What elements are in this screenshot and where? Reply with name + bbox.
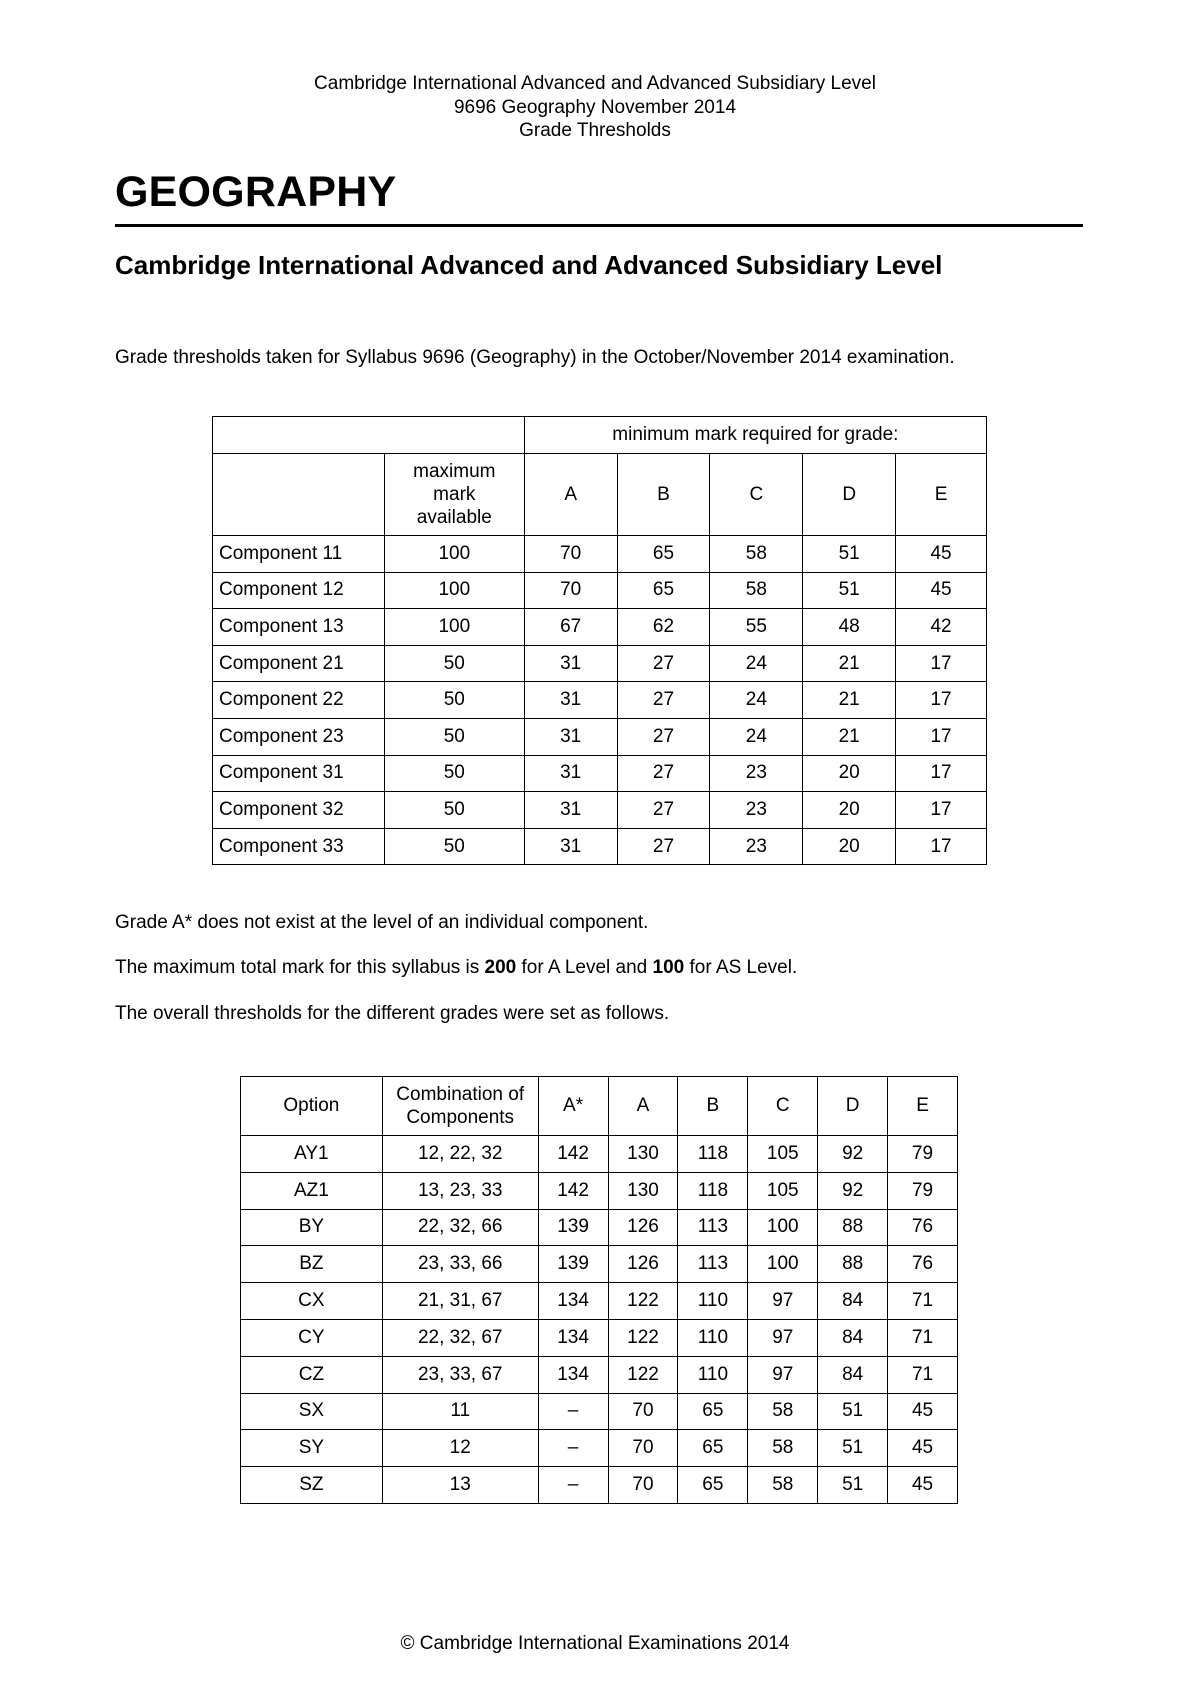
threshold-cell: 134 — [538, 1283, 608, 1320]
threshold-cell: 88 — [818, 1209, 888, 1246]
table-row — [241, 1467, 958, 1504]
threshold-cell: – — [538, 1430, 608, 1467]
threshold-cell: 105 — [748, 1136, 818, 1173]
astar-note: Grade A* does not exist at the level of an individual component. — [115, 912, 649, 933]
combination-cell: 22, 32, 66 — [382, 1209, 538, 1246]
combination-cell: 23, 33, 66 — [382, 1246, 538, 1283]
header-line-2: 9696 Geography November 2014 — [453, 96, 737, 118]
threshold-cell: 51 — [803, 536, 896, 573]
threshold-cell: 110 — [678, 1283, 748, 1320]
threshold-cell: 92 — [818, 1172, 888, 1209]
threshold-cell: 70 — [608, 1430, 678, 1467]
threshold-cell: 84 — [818, 1356, 888, 1393]
threshold-cell: 76 — [888, 1246, 958, 1283]
threshold-cell: 122 — [608, 1283, 678, 1320]
threshold-cell: 45 — [888, 1467, 958, 1504]
overall-thresholds-table — [240, 1076, 958, 1504]
threshold-cell: 79 — [888, 1172, 958, 1209]
threshold-cell: 139 — [538, 1246, 608, 1283]
threshold-cell: 17 — [896, 792, 987, 829]
grade-group-header: minimum mark required for grade: — [524, 417, 986, 454]
table-row — [241, 1246, 958, 1283]
option-cell: CZ — [241, 1356, 383, 1393]
table-row — [241, 1430, 958, 1467]
grade-header: E — [896, 454, 987, 536]
threshold-cell: 97 — [748, 1283, 818, 1320]
threshold-cell: 65 — [617, 536, 710, 573]
threshold-cell: – — [538, 1467, 608, 1504]
threshold-cell: 71 — [888, 1283, 958, 1320]
threshold-cell: 27 — [617, 828, 710, 865]
threshold-cell: 134 — [538, 1356, 608, 1393]
header-line-3: Grade Thresholds — [519, 120, 671, 141]
blank-header-cell — [213, 417, 525, 454]
table-row — [241, 1356, 958, 1393]
threshold-cell: 48 — [803, 609, 896, 646]
threshold-cell: 100 — [748, 1209, 818, 1246]
threshold-cell: 17 — [896, 755, 987, 792]
max-mark-header — [384, 454, 524, 536]
table-row — [213, 572, 987, 609]
threshold-cell: 17 — [896, 718, 987, 755]
threshold-cell: 113 — [678, 1209, 748, 1246]
threshold-cell: 31 — [524, 828, 617, 865]
threshold-cell: 118 — [678, 1172, 748, 1209]
component-name: Component 21 — [213, 645, 385, 682]
threshold-cell: 76 — [888, 1209, 958, 1246]
threshold-cell: 51 — [818, 1393, 888, 1430]
threshold-cell: 45 — [896, 572, 987, 609]
threshold-cell: 51 — [818, 1467, 888, 1504]
option-header: Option — [241, 1077, 383, 1136]
note-text: for A Level and — [516, 957, 653, 978]
threshold-cell: 45 — [896, 536, 987, 573]
max-total-note — [115, 956, 797, 980]
combination-cell: 22, 32, 67 — [382, 1319, 538, 1356]
threshold-cell: 58 — [748, 1430, 818, 1467]
threshold-cell: 51 — [818, 1430, 888, 1467]
threshold-cell: 45 — [888, 1393, 958, 1430]
table-row — [241, 1172, 958, 1209]
option-cell: SZ — [241, 1467, 383, 1504]
option-cell: CY — [241, 1319, 383, 1356]
table-row — [241, 1283, 958, 1320]
threshold-cell: 24 — [710, 682, 803, 719]
table-header-row — [241, 1077, 958, 1136]
threshold-cell: 100 — [748, 1246, 818, 1283]
threshold-cell: 31 — [524, 755, 617, 792]
table-row — [213, 682, 987, 719]
option-cell: AZ1 — [241, 1172, 383, 1209]
threshold-cell: 97 — [748, 1356, 818, 1393]
header-text: Combination of — [396, 1084, 525, 1105]
grade-header: C — [748, 1077, 818, 1136]
threshold-cell: 88 — [818, 1246, 888, 1283]
combination-cell: 12, 22, 32 — [382, 1136, 538, 1173]
threshold-cell: 65 — [678, 1393, 748, 1430]
threshold-cell: 58 — [748, 1467, 818, 1504]
max-mark-cell: 100 — [384, 536, 524, 573]
table-row — [241, 1393, 958, 1430]
combination-cell: 21, 31, 67 — [382, 1283, 538, 1320]
threshold-cell: 118 — [678, 1136, 748, 1173]
table-row — [241, 1319, 958, 1356]
grade-header: C — [710, 454, 803, 536]
threshold-cell: 27 — [617, 645, 710, 682]
threshold-cell: 142 — [538, 1136, 608, 1173]
table-row — [213, 755, 987, 792]
threshold-cell: 65 — [678, 1430, 748, 1467]
threshold-cell: 126 — [608, 1246, 678, 1283]
header-text: mark — [433, 484, 476, 505]
threshold-cell: 23 — [710, 828, 803, 865]
threshold-cell: 70 — [524, 536, 617, 573]
threshold-cell: 110 — [678, 1356, 748, 1393]
grade-header: D — [803, 454, 896, 536]
threshold-cell: – — [538, 1393, 608, 1430]
grade-header: D — [818, 1077, 888, 1136]
threshold-cell: 23 — [710, 755, 803, 792]
threshold-cell: 24 — [710, 718, 803, 755]
threshold-cell: 21 — [803, 718, 896, 755]
threshold-cell: 58 — [710, 536, 803, 573]
grade-header: B — [617, 454, 710, 536]
threshold-cell: 23 — [710, 792, 803, 829]
threshold-cell: 27 — [617, 682, 710, 719]
threshold-cell: 27 — [617, 792, 710, 829]
qualification-heading: Cambridge International Advanced and Advanced Subsidiary Level — [115, 250, 943, 280]
threshold-cell: 31 — [524, 682, 617, 719]
combination-cell: 12 — [382, 1430, 538, 1467]
header-text: maximum — [413, 461, 496, 482]
table-row — [213, 718, 987, 755]
threshold-cell: 21 — [803, 682, 896, 719]
option-cell: SY — [241, 1430, 383, 1467]
table-row — [213, 828, 987, 865]
threshold-cell: 42 — [896, 609, 987, 646]
max-mark-cell: 50 — [384, 755, 524, 792]
threshold-cell: 31 — [524, 718, 617, 755]
threshold-cell: 84 — [818, 1283, 888, 1320]
threshold-cell: 142 — [538, 1172, 608, 1209]
threshold-cell: 130 — [608, 1172, 678, 1209]
threshold-cell: 31 — [524, 645, 617, 682]
threshold-cell: 134 — [538, 1319, 608, 1356]
threshold-cell: 65 — [678, 1467, 748, 1504]
threshold-cell: 55 — [710, 609, 803, 646]
threshold-cell: 126 — [608, 1209, 678, 1246]
threshold-cell: 17 — [896, 682, 987, 719]
threshold-cell: 31 — [524, 792, 617, 829]
threshold-cell: 122 — [608, 1356, 678, 1393]
threshold-cell: 51 — [803, 572, 896, 609]
option-cell: SX — [241, 1393, 383, 1430]
grade-header: B — [678, 1077, 748, 1136]
threshold-cell: 97 — [748, 1319, 818, 1356]
subject-title: GEOGRAPHY — [115, 168, 397, 216]
grade-header: A* — [538, 1077, 608, 1136]
table-header-row — [213, 417, 987, 454]
threshold-cell: 110 — [678, 1319, 748, 1356]
max-mark-cell: 100 — [384, 609, 524, 646]
threshold-cell: 62 — [617, 609, 710, 646]
threshold-cell: 70 — [608, 1467, 678, 1504]
table-row — [241, 1209, 958, 1246]
max-mark-cell: 100 — [384, 572, 524, 609]
component-name: Component 32 — [213, 792, 385, 829]
grade-header: E — [888, 1077, 958, 1136]
threshold-cell: 27 — [617, 718, 710, 755]
threshold-cell: 130 — [608, 1136, 678, 1173]
threshold-cell: 17 — [896, 645, 987, 682]
component-name: Component 11 — [213, 536, 385, 573]
threshold-cell: 139 — [538, 1209, 608, 1246]
threshold-cell: 58 — [748, 1393, 818, 1430]
threshold-cell: 17 — [896, 828, 987, 865]
max-mark-cell: 50 — [384, 718, 524, 755]
component-name: Component 23 — [213, 718, 385, 755]
max-mark-cell: 50 — [384, 682, 524, 719]
combination-cell: 13 — [382, 1467, 538, 1504]
component-name: Component 31 — [213, 755, 385, 792]
component-thresholds-table — [212, 416, 987, 865]
option-cell: CX — [241, 1283, 383, 1320]
threshold-cell: 122 — [608, 1319, 678, 1356]
threshold-cell: 92 — [818, 1136, 888, 1173]
threshold-cell: 65 — [617, 572, 710, 609]
combination-cell: 11 — [382, 1393, 538, 1430]
option-cell: BZ — [241, 1246, 383, 1283]
threshold-cell: 105 — [748, 1172, 818, 1209]
option-cell: AY1 — [241, 1136, 383, 1173]
table-row — [213, 609, 987, 646]
threshold-cell: 20 — [803, 792, 896, 829]
header-line-1: Cambridge International Advanced and Advanced Subsidiary Level — [314, 73, 876, 94]
note-text: for AS Level. — [684, 957, 798, 978]
threshold-cell: 45 — [888, 1430, 958, 1467]
option-cell: BY — [241, 1209, 383, 1246]
threshold-cell: 84 — [818, 1319, 888, 1356]
threshold-cell: 27 — [617, 755, 710, 792]
threshold-cell: 71 — [888, 1356, 958, 1393]
header-text: Components — [406, 1107, 515, 1128]
combination-cell: 23, 33, 67 — [382, 1356, 538, 1393]
intro-text: Grade thresholds taken for Syllabus 9696 (Geography) in the October/November 2014 examination. — [115, 347, 955, 368]
threshold-cell: 24 — [710, 645, 803, 682]
threshold-cell: 67 — [524, 609, 617, 646]
threshold-cell: 20 — [803, 828, 896, 865]
combination-header — [382, 1077, 538, 1136]
threshold-cell: 58 — [710, 572, 803, 609]
threshold-cell: 113 — [678, 1246, 748, 1283]
table-row — [213, 536, 987, 573]
table-header-row — [213, 454, 987, 536]
component-name: Component 22 — [213, 682, 385, 719]
grade-header: A — [524, 454, 617, 536]
threshold-cell: 70 — [608, 1393, 678, 1430]
component-name: Component 13 — [213, 609, 385, 646]
table-row — [213, 645, 987, 682]
a-level-total: 200 — [484, 957, 517, 978]
max-mark-cell: 50 — [384, 828, 524, 865]
header-text: available — [416, 507, 492, 528]
note-text: The maximum total mark for this syllabus is — [115, 957, 485, 978]
table-row — [213, 792, 987, 829]
table-row — [241, 1136, 958, 1173]
max-mark-cell: 50 — [384, 645, 524, 682]
component-name: Component 33 — [213, 828, 385, 865]
combination-cell: 13, 23, 33 — [382, 1172, 538, 1209]
threshold-cell: 71 — [888, 1319, 958, 1356]
grade-header: A — [608, 1077, 678, 1136]
copyright-footer: © Cambridge International Examinations 2014 — [400, 1633, 790, 1654]
max-mark-cell: 50 — [384, 792, 524, 829]
overall-note: The overall thresholds for the different grades were set as follows. — [115, 1003, 670, 1024]
threshold-cell: 20 — [803, 755, 896, 792]
component-name: Component 12 — [213, 572, 385, 609]
blank-header-cell — [213, 454, 385, 536]
threshold-cell: 70 — [524, 572, 617, 609]
as-level-total: 100 — [652, 957, 685, 978]
title-rule — [115, 224, 1083, 227]
running-header — [0, 72, 1190, 143]
threshold-cell: 21 — [803, 645, 896, 682]
threshold-cell: 79 — [888, 1136, 958, 1173]
